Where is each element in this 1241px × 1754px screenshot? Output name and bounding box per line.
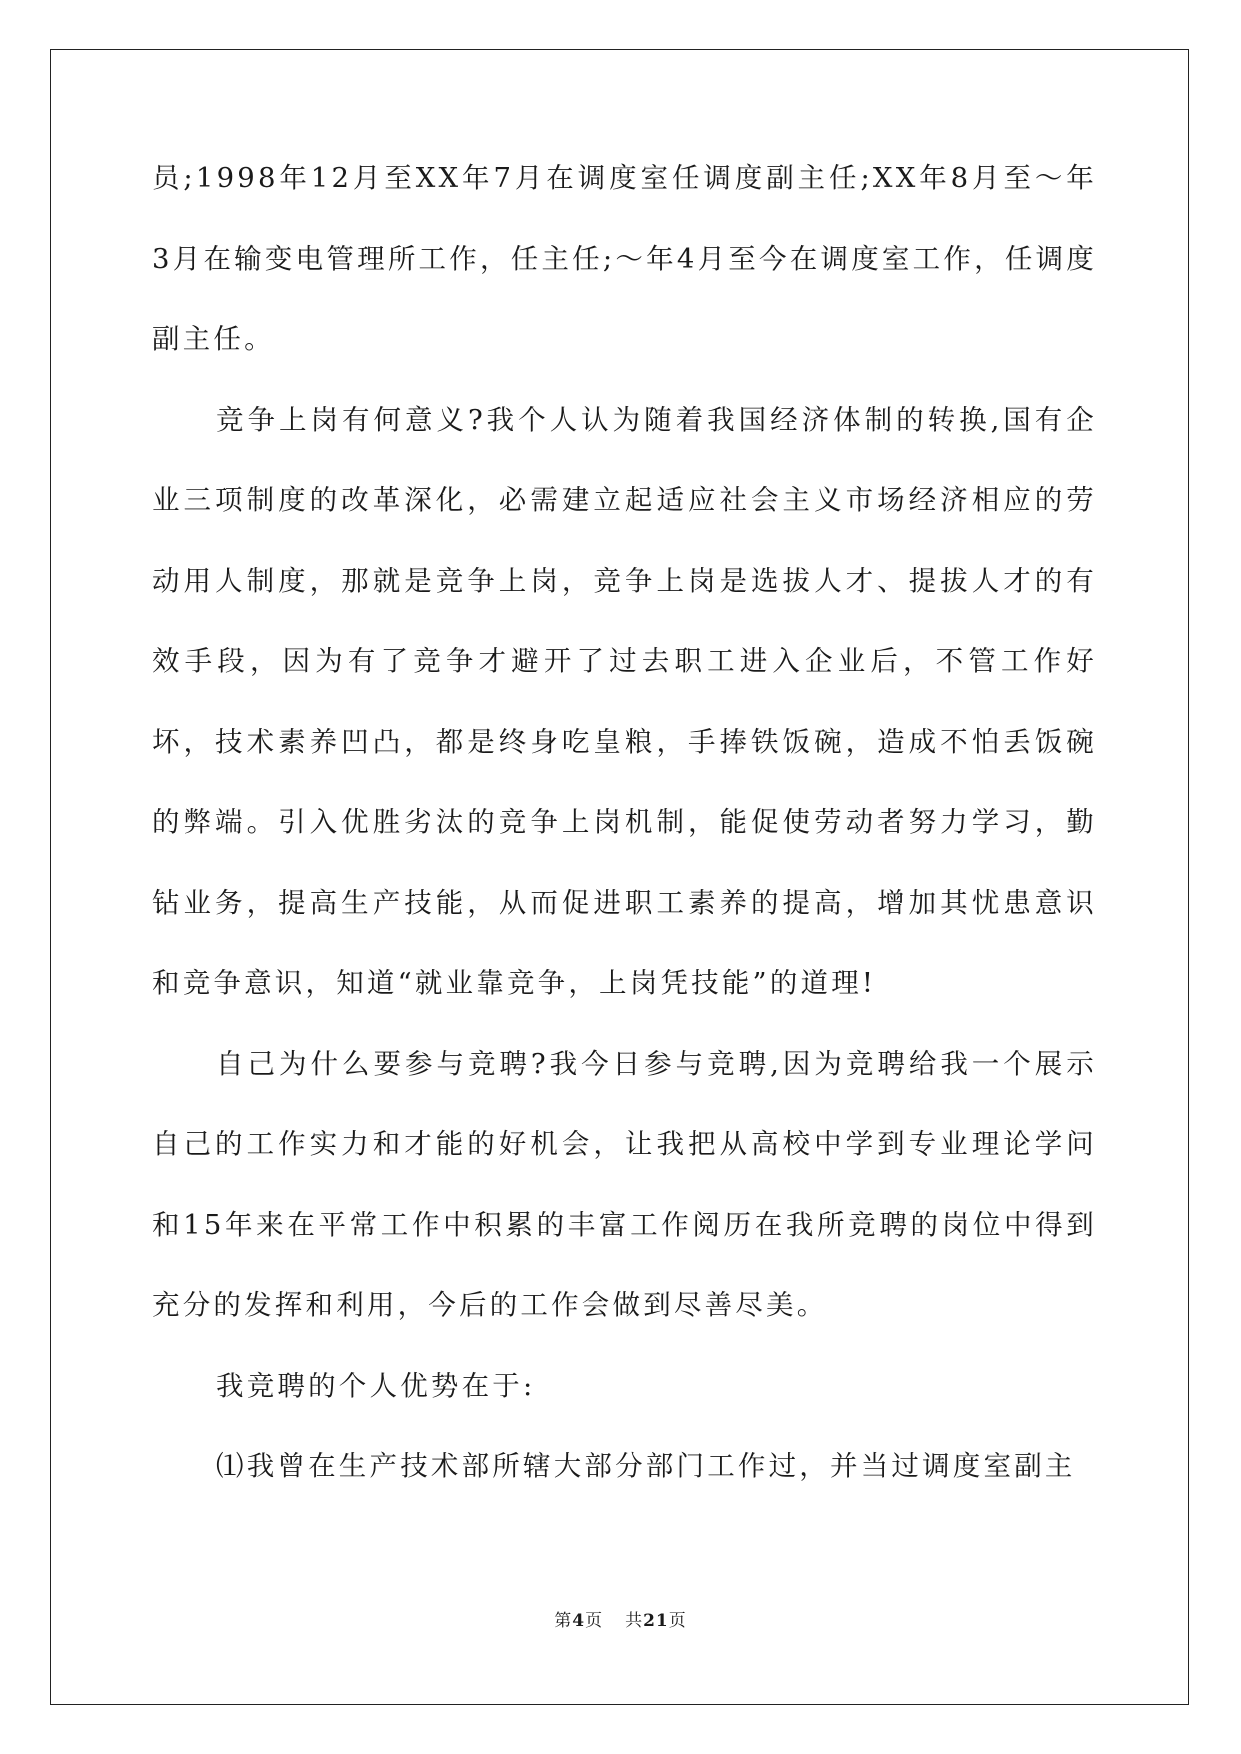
document-body xyxy=(152,162,1097,1507)
footer-total-prefix: 共 xyxy=(625,1611,644,1631)
footer-total-unit: 页 xyxy=(668,1611,687,1631)
footer-total-pages: 21 xyxy=(643,1611,669,1631)
page-footer xyxy=(0,1606,1241,1631)
footer-page-unit: 页 xyxy=(585,1611,604,1631)
paragraph-advantage-1: ⑴我曾在生产技术部所辖大部分部门工作过，并当过调度室副主 xyxy=(216,1450,1076,1482)
paragraph-significance: 竞争上岗有何意义?我个人认为随着我国经济体制的转换,国有企业三项制度的改革深化，必需建立起适应社会主义市场经济相应的劳动用人制度，那就是竞争上岗，竞争上岗是选拔人才、提拔人才的有效手段，因为有了竞争才避开了过去职工进入企业后，不管工作好坏，技术素养凹凸，都是终身吃皇粮，手捧铁饭碗，造成不怕丢饭碗的弊端。引入优胜劣汰的竞争上岗机制，能促使劳动者努力学习，勤钻业务，提高生产技能，从而促进职工素养的提高，增加其忧患意识和竞争意识，知道“就业靠竞争，上岗凭技能”的道理! xyxy=(152,403,1097,999)
footer-page-prefix: 第 xyxy=(554,1611,573,1631)
paragraph-advantages-heading: 我竞聘的个人优势在于: xyxy=(216,1369,536,1402)
paragraph-motivation: 自己为什么要参与竞聘?我今日参与竞聘,因为竞聘给我一个展示自己的工作实力和才能的好机会，让我把从高校中学到专业理论学问和15年来在平常工作中积累的丰富工作阅历在我所竞聘的岗位中得到充分的发挥和利用，今后的工作会做到尽善尽美。 xyxy=(152,1047,1097,1321)
footer-current-page: 4 xyxy=(572,1611,586,1631)
paragraph-career-history: 员;1998年12月至XX年7月在调度室任调度副主任;XX年8月至～年3月在输变电管理所工作，任主任;～年4月至今在调度室工作，任调度副主任。 xyxy=(152,162,1097,355)
